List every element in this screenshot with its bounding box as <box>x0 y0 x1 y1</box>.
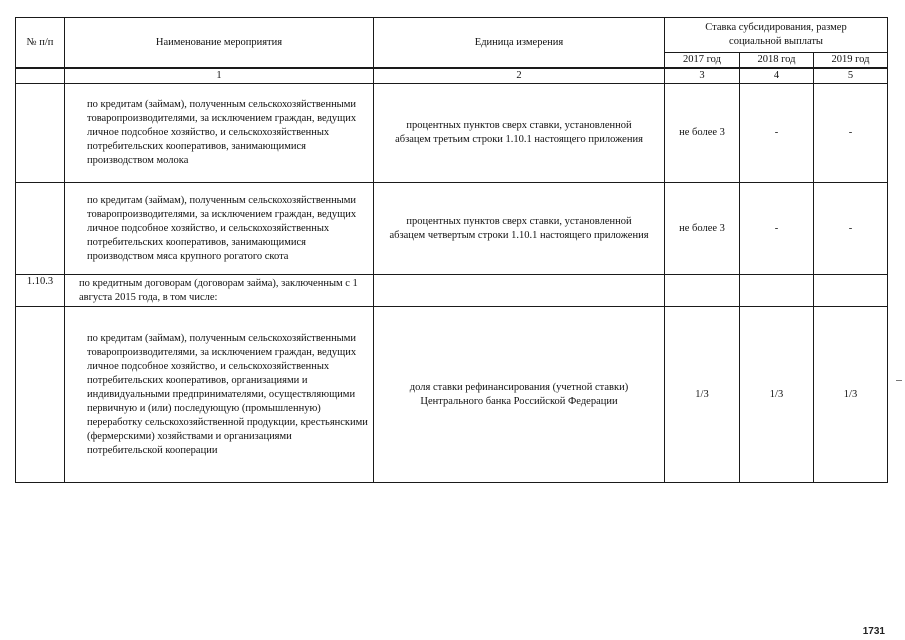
table-row <box>16 84 888 183</box>
row-value-2019 <box>814 275 888 307</box>
row-value-2019: 1/3 <box>814 307 888 483</box>
row-number: 1.10.3 <box>16 275 65 307</box>
row-number <box>16 183 65 275</box>
row-unit: процентных пунктов сверх ставки, установленной абзацем третьим строки 1.10.1 настоящего приложения <box>374 84 665 183</box>
header-unit: Единица измерения <box>374 18 665 68</box>
column-number-4: 4 <box>740 69 814 84</box>
row-measure-name: по кредитным договорам (договорам займа), заключенным с 1 августа 2015 года, в том числе: <box>65 275 374 307</box>
row-measure-name: по кредитам (займам), полученным сельскохозяйственными товаропроизводителями, за исключением граждан, ведущих личное подсобное хозяйство, и сельскохозяйственных потребительских кооперативов, организациями и индивидуальными предпринимателями, осуществляющими первичную и (или) последующую (промышленную) переработку сельскохозяйственной продукции, крестьянскими (фермерскими) хозяйствами и организациями потребительской кооперации <box>65 307 374 483</box>
row-unit: процентных пунктов сверх ставки, установленной абзацем четвертым строки 1.10.1 настоящего приложения <box>374 183 665 275</box>
row-value-2017: не более 3 <box>665 84 740 183</box>
row-value-2019: - <box>814 84 888 183</box>
row-value-2018 <box>740 275 814 307</box>
header-year-2019: 2019 год <box>814 53 888 68</box>
header-year-2018: 2018 год <box>740 53 814 68</box>
column-number-3: 3 <box>665 69 740 84</box>
row-value-2018: - <box>740 183 814 275</box>
page-number: 1731 <box>862 626 885 637</box>
scan-mark <box>896 380 902 381</box>
header-rate: Ставка субсидирования, размер социальной выплаты <box>665 18 888 53</box>
row-value-2018: 1/3 <box>740 307 814 483</box>
row-unit <box>374 275 665 307</box>
table-row <box>16 183 888 275</box>
row-value-2017: не более 3 <box>665 183 740 275</box>
column-number-row <box>16 69 888 84</box>
table-row <box>16 275 888 307</box>
row-measure-name: по кредитам (займам), полученным сельскохозяйственными товаропроизводителями, за исключением граждан, ведущих личное подсобное хозяйство, и сельскохозяйственных потребительских кооперативов, занимающимися производством молока <box>65 84 374 183</box>
header-measure-name: Наименование мероприятия <box>65 18 374 68</box>
row-value-2017 <box>665 275 740 307</box>
row-measure-name: по кредитам (займам), полученным сельскохозяйственными товаропроизводителями, за исключением граждан, ведущих личное подсобное хозяйство, и сельскохозяйственных потребительских кооперативов, занимающимися производством мяса крупного рогатого скота <box>65 183 374 275</box>
header-year-2017: 2017 год <box>665 53 740 68</box>
column-number-1: 1 <box>65 69 374 84</box>
header-number: № п/п <box>16 18 65 68</box>
row-number <box>16 307 65 483</box>
table-row <box>16 307 888 483</box>
row-value-2017: 1/3 <box>665 307 740 483</box>
column-number-5: 5 <box>814 69 888 84</box>
row-value-2018: - <box>740 84 814 183</box>
row-unit: доля ставки рефинансирования (учетной ставки) Центрального банка Российской Федерации <box>374 307 665 483</box>
row-number <box>16 84 65 183</box>
subsidy-rate-table <box>15 17 888 483</box>
column-number-2: 2 <box>374 69 665 84</box>
row-value-2019: - <box>814 183 888 275</box>
